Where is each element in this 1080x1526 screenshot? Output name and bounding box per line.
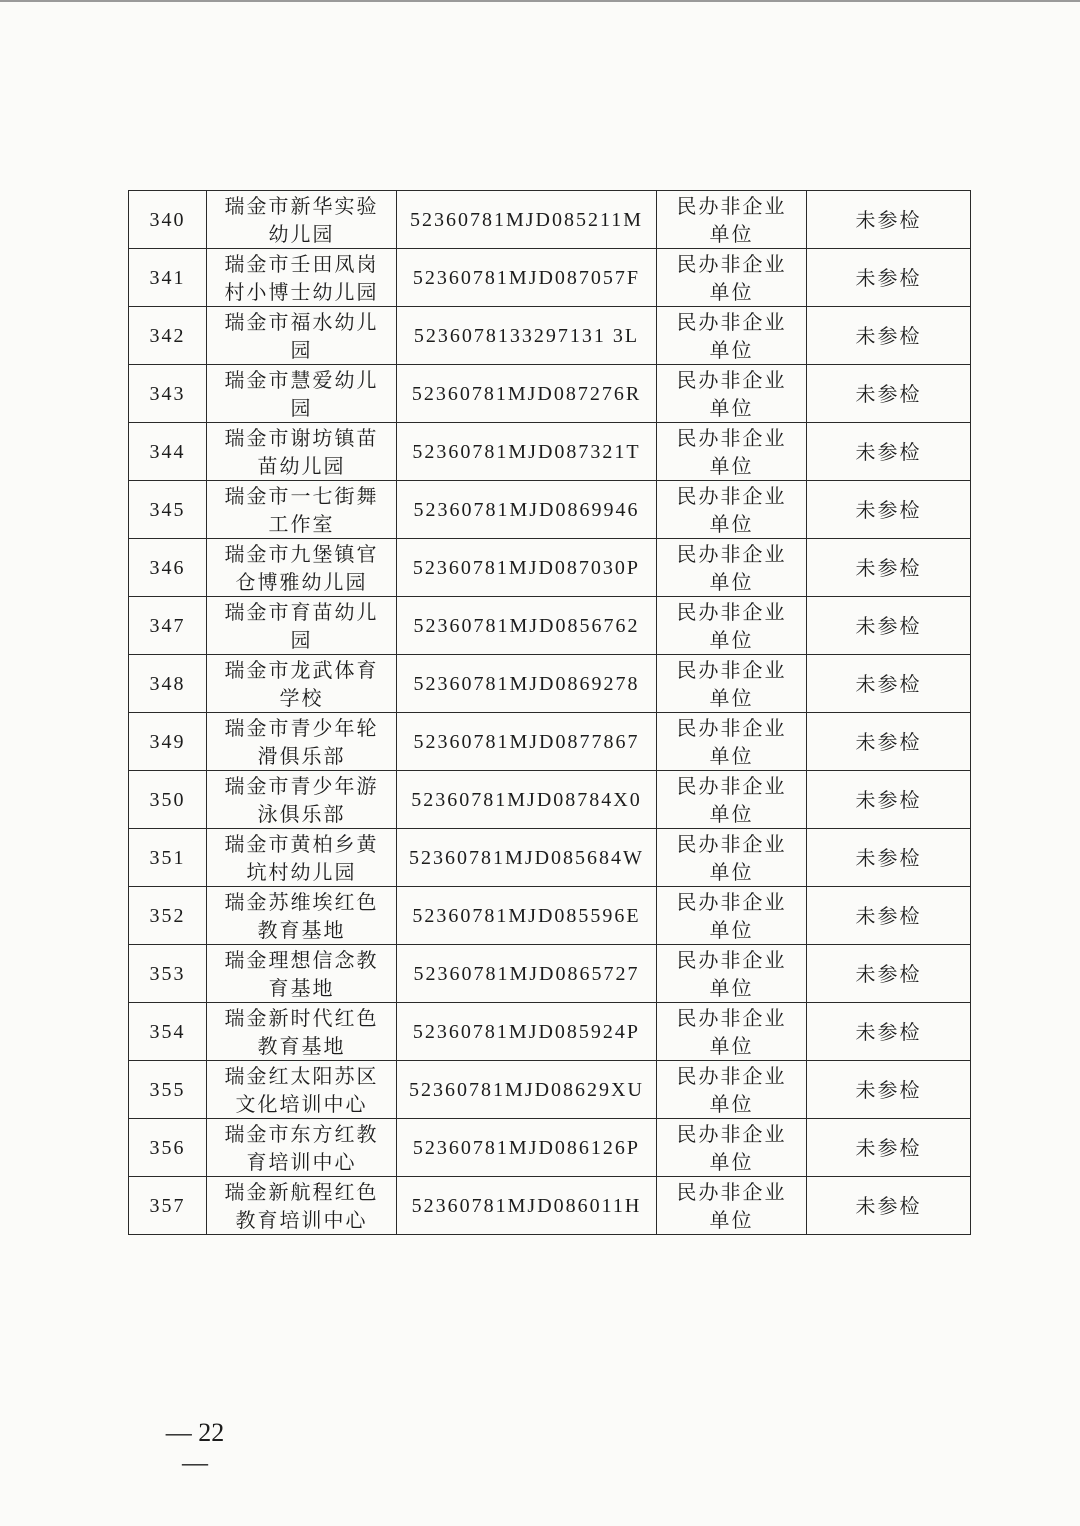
row-number-cell: 347 xyxy=(129,597,207,655)
organization-name-text: 瑞金市育苗幼儿园 xyxy=(224,599,379,652)
organization-name-text: 瑞金市东方红教育培训中心 xyxy=(224,1121,379,1174)
organization-name-text: 瑞金理想信念教育基地 xyxy=(224,947,379,1000)
organization-type-cell xyxy=(657,423,807,481)
row-number-cell: 345 xyxy=(129,481,207,539)
row-number-cell: 354 xyxy=(129,1003,207,1061)
inspection-status-cell: 未参检 xyxy=(807,945,971,1003)
organization-type-cell xyxy=(657,1061,807,1119)
organization-name-cell xyxy=(207,655,397,713)
organization-type-text: 民办非企业单位 xyxy=(676,831,787,884)
row-number-cell: 340 xyxy=(129,191,207,249)
organization-name-text: 瑞金红太阳苏区文化培训中心 xyxy=(224,1063,379,1116)
inspection-status-cell: 未参检 xyxy=(807,365,971,423)
inspection-status-cell: 未参检 xyxy=(807,829,971,887)
organization-name-cell xyxy=(207,887,397,945)
organization-type-cell xyxy=(657,829,807,887)
organization-name-text: 瑞金市龙武体育学校 xyxy=(224,657,379,710)
table-row xyxy=(129,1061,971,1119)
organization-name-text: 瑞金市青少年游泳俱乐部 xyxy=(224,773,379,826)
organization-type-text: 民办非企业单位 xyxy=(676,1121,787,1174)
organization-name-cell xyxy=(207,365,397,423)
organization-name-text: 瑞金新时代红色教育基地 xyxy=(224,1005,379,1058)
organization-type-cell xyxy=(657,307,807,365)
organization-name-cell xyxy=(207,1177,397,1235)
table-row xyxy=(129,655,971,713)
organization-type-cell xyxy=(657,597,807,655)
row-number-cell: 344 xyxy=(129,423,207,481)
credit-code-cell: 52360781MJD086126P xyxy=(397,1119,657,1177)
organization-type-cell xyxy=(657,713,807,771)
inspection-status-cell: 未参检 xyxy=(807,597,971,655)
inspection-status-cell: 未参检 xyxy=(807,887,971,945)
organization-name-text: 瑞金市九堡镇官仓博雅幼儿园 xyxy=(224,541,379,594)
inspection-status-cell: 未参检 xyxy=(807,1177,971,1235)
table-row xyxy=(129,1003,971,1061)
credit-code-cell: 5236078133297131 3L xyxy=(397,307,657,365)
organization-type-text: 民办非企业单位 xyxy=(676,773,787,826)
organization-type-text: 民办非企业单位 xyxy=(676,483,787,536)
inspection-status-cell: 未参检 xyxy=(807,655,971,713)
inspection-status-cell: 未参检 xyxy=(807,249,971,307)
credit-code-cell: 52360781MJD08629XU xyxy=(397,1061,657,1119)
credit-code-cell: 52360781MJD08784X0 xyxy=(397,771,657,829)
organization-name-cell xyxy=(207,539,397,597)
table-row xyxy=(129,365,971,423)
table-row xyxy=(129,945,971,1003)
organization-type-cell xyxy=(657,771,807,829)
organization-type-text: 民办非企业单位 xyxy=(676,1005,787,1058)
organization-type-text: 民办非企业单位 xyxy=(676,1063,787,1116)
organization-name-cell xyxy=(207,249,397,307)
organization-name-cell xyxy=(207,1061,397,1119)
table-row xyxy=(129,539,971,597)
inspection-status-cell: 未参检 xyxy=(807,423,971,481)
organization-name-text: 瑞金市新华实验幼儿园 xyxy=(224,193,379,246)
organization-type-cell xyxy=(657,365,807,423)
inspection-status-cell: 未参检 xyxy=(807,307,971,365)
organization-name-cell xyxy=(207,423,397,481)
credit-code-cell: 52360781MJD085211M xyxy=(397,191,657,249)
organization-name-cell xyxy=(207,1003,397,1061)
organization-name-cell xyxy=(207,597,397,655)
organization-type-text: 民办非企业单位 xyxy=(676,425,787,478)
organization-roster-table xyxy=(128,190,971,1235)
table-row xyxy=(129,481,971,539)
row-number-cell: 355 xyxy=(129,1061,207,1119)
organization-type-cell xyxy=(657,191,807,249)
table-row xyxy=(129,887,971,945)
row-number-cell: 356 xyxy=(129,1119,207,1177)
organization-type-cell xyxy=(657,945,807,1003)
organization-type-cell xyxy=(657,1177,807,1235)
table-row xyxy=(129,191,971,249)
roster-table-body xyxy=(129,191,971,1235)
organization-type-text: 民办非企业单位 xyxy=(676,367,787,420)
credit-code-cell: 52360781MJD0865727 xyxy=(397,945,657,1003)
organization-name-cell xyxy=(207,481,397,539)
table-row xyxy=(129,713,971,771)
organization-name-cell xyxy=(207,829,397,887)
row-number-cell: 353 xyxy=(129,945,207,1003)
organization-type-text: 民办非企业单位 xyxy=(676,1179,787,1232)
inspection-status-cell: 未参检 xyxy=(807,1119,971,1177)
organization-name-text: 瑞金市一七街舞工作室 xyxy=(224,483,379,536)
organization-name-cell xyxy=(207,771,397,829)
table-row xyxy=(129,1177,971,1235)
credit-code-cell: 52360781MJD0877867 xyxy=(397,713,657,771)
inspection-status-cell: 未参检 xyxy=(807,539,971,597)
inspection-status-cell: 未参检 xyxy=(807,1061,971,1119)
organization-type-text: 民办非企业单位 xyxy=(676,541,787,594)
organization-name-text: 瑞金苏维埃红色教育基地 xyxy=(224,889,379,942)
row-number-cell: 350 xyxy=(129,771,207,829)
credit-code-cell: 52360781MJD086011H xyxy=(397,1177,657,1235)
organization-name-text: 瑞金市黄柏乡黄坑村幼儿园 xyxy=(224,831,379,884)
table-row xyxy=(129,829,971,887)
organization-type-text: 民办非企业单位 xyxy=(676,657,787,710)
inspection-status-cell: 未参检 xyxy=(807,713,971,771)
table-row xyxy=(129,597,971,655)
organization-type-text: 民办非企业单位 xyxy=(676,947,787,1000)
organization-type-text: 民办非企业单位 xyxy=(676,715,787,768)
row-number-cell: 343 xyxy=(129,365,207,423)
organization-type-text: 民办非企业单位 xyxy=(676,889,787,942)
organization-name-text: 瑞金市福水幼儿园 xyxy=(224,309,379,362)
organization-type-cell xyxy=(657,481,807,539)
organization-type-text: 民办非企业单位 xyxy=(676,193,787,246)
organization-name-text: 瑞金市壬田凤岗村小博士幼儿园 xyxy=(224,251,379,304)
row-number-cell: 346 xyxy=(129,539,207,597)
organization-name-cell xyxy=(207,307,397,365)
organization-name-cell xyxy=(207,191,397,249)
organization-type-cell xyxy=(657,1119,807,1177)
credit-code-cell: 52360781MJD085684W xyxy=(397,829,657,887)
credit-code-cell: 52360781MJD087057F xyxy=(397,249,657,307)
credit-code-cell: 52360781MJD087030P xyxy=(397,539,657,597)
inspection-status-cell: 未参检 xyxy=(807,481,971,539)
row-number-cell: 352 xyxy=(129,887,207,945)
organization-type-cell xyxy=(657,655,807,713)
row-number-cell: 351 xyxy=(129,829,207,887)
row-number-cell: 342 xyxy=(129,307,207,365)
table-row xyxy=(129,423,971,481)
inspection-status-cell: 未参检 xyxy=(807,1003,971,1061)
organization-type-cell xyxy=(657,887,807,945)
credit-code-cell: 52360781MJD0856762 xyxy=(397,597,657,655)
organization-name-cell xyxy=(207,945,397,1003)
table-row xyxy=(129,771,971,829)
table-row xyxy=(129,249,971,307)
inspection-status-cell: 未参检 xyxy=(807,191,971,249)
organization-name-cell xyxy=(207,713,397,771)
row-number-cell: 349 xyxy=(129,713,207,771)
credit-code-cell: 52360781MJD0869946 xyxy=(397,481,657,539)
organization-type-text: 民办非企业单位 xyxy=(676,251,787,304)
organization-type-cell xyxy=(657,249,807,307)
table-row xyxy=(129,307,971,365)
organization-type-cell xyxy=(657,1003,807,1061)
credit-code-cell: 52360781MJD0869278 xyxy=(397,655,657,713)
organization-type-cell xyxy=(657,539,807,597)
page-top-rule xyxy=(0,0,1080,2)
organization-type-text: 民办非企业单位 xyxy=(676,599,787,652)
credit-code-cell: 52360781MJD087321T xyxy=(397,423,657,481)
table-row xyxy=(129,1119,971,1177)
credit-code-cell: 52360781MJD085924P xyxy=(397,1003,657,1061)
row-number-cell: 348 xyxy=(129,655,207,713)
credit-code-cell: 52360781MJD087276R xyxy=(397,365,657,423)
organization-type-text: 民办非企业单位 xyxy=(676,309,787,362)
organization-name-text: 瑞金市青少年轮滑俱乐部 xyxy=(224,715,379,768)
organization-name-text: 瑞金新航程红色教育培训中心 xyxy=(224,1179,379,1232)
credit-code-cell: 52360781MJD085596E xyxy=(397,887,657,945)
organization-name-cell xyxy=(207,1119,397,1177)
organization-name-text: 瑞金市谢坊镇苗苗幼儿园 xyxy=(224,425,379,478)
inspection-status-cell: 未参检 xyxy=(807,771,971,829)
page-number: — 22 — xyxy=(165,1418,225,1477)
row-number-cell: 357 xyxy=(129,1177,207,1235)
organization-name-text: 瑞金市慧爱幼儿园 xyxy=(224,367,379,420)
row-number-cell: 341 xyxy=(129,249,207,307)
